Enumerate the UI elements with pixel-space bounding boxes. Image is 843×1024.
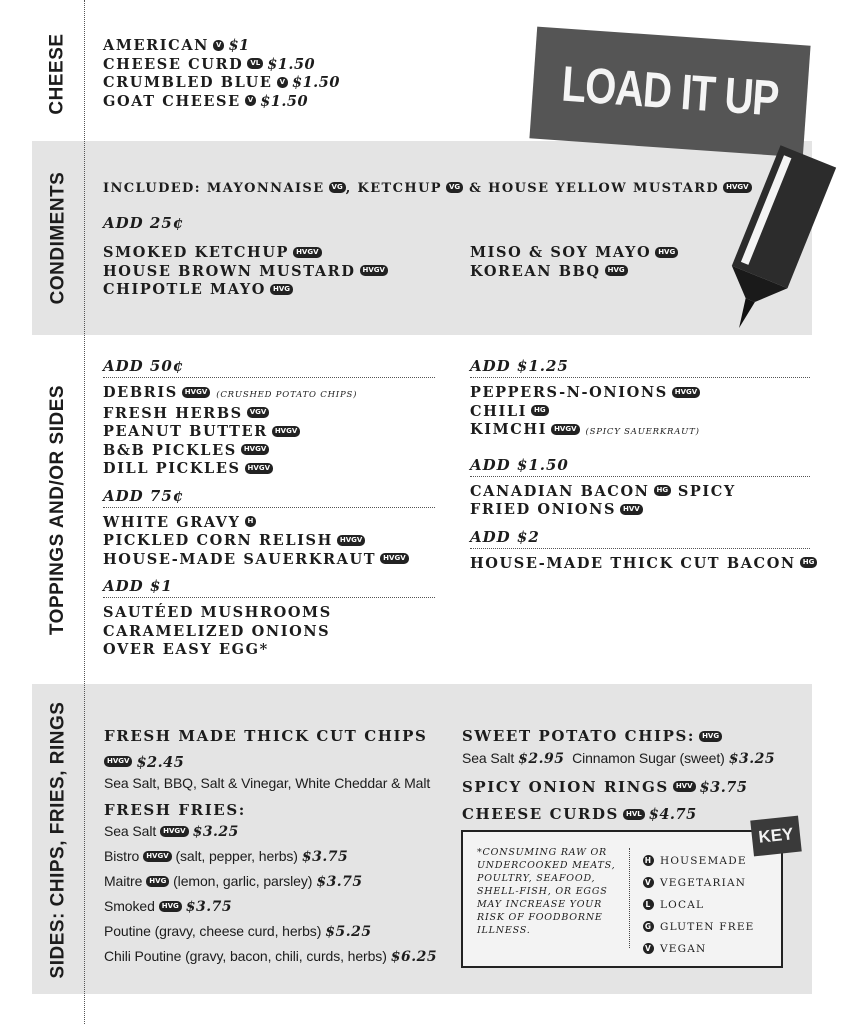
- pencil-icon: [700, 138, 840, 338]
- list-item: PEPPERS-N-ONIONS HVGV: [470, 384, 810, 403]
- list-item: FRIED ONIONS HVV: [470, 501, 810, 520]
- list-item: HOUSE-MADE THICK CUT BACON HG: [470, 555, 810, 574]
- list-item: CANADIAN BACON HG SPICY: [470, 482, 736, 500]
- food-safety-note: *CONSUMING RAW OR UNDERCOOKED MEATS, POULTRY, SEAFOOD, SHELL-FISH, OR EGGS MAY INCREASE YOUR RISK OF FOODBORNE ILLNESS.: [477, 847, 616, 936]
- key-item-housemade: H HOUSEMADE: [644, 855, 747, 867]
- list-item: Chili Poutine (gravy, bacon, chili, curds, herbs) $6.25: [104, 948, 438, 965]
- gluten-free-icon: G: [644, 921, 653, 931]
- list-item: Smoked HVG $3.75: [104, 898, 233, 915]
- key-tag: KEY: [750, 816, 802, 857]
- add-75-header: ADD 75¢: [103, 487, 435, 508]
- list-item: Sea Salt HVGV $3.25: [104, 823, 239, 840]
- condiments-add-header: ADD 25¢: [103, 214, 185, 232]
- condiments-right-list: [470, 244, 678, 281]
- vegetarian-icon: V: [644, 877, 652, 887]
- list-item: CHIPOTLE MAYO HVG: [103, 281, 388, 300]
- sweet-potato-title: SWEET POTATO CHIPS: HVG: [462, 727, 775, 746]
- condiments-included: INCLUDED: MAYONNAISE VG , KETCHUP VG & HOUSE YELLOW MUSTARD HVGV: [103, 180, 752, 199]
- key-item-vegetarian: V VEGETARIAN: [644, 877, 747, 889]
- list-item: PEANUT BUTTER HVGV: [103, 423, 435, 442]
- list-item: PICKLED CORN RELISH HVGV: [103, 532, 435, 551]
- section-divider: [84, 0, 85, 1024]
- list-item: KIMCHI HVGV (SPICY SAUERKRAUT): [470, 421, 700, 438]
- list-item: FRESH HERBS VGV: [103, 405, 435, 424]
- sweet-potato-options: Sea Salt $2.95 Cinnamon Sugar (sweet) $3.25: [462, 749, 776, 767]
- key-item-gluten-free: G GLUTEN FREE: [644, 921, 755, 933]
- fries-title: FRESH FRIES:: [104, 800, 246, 819]
- list-item: CHILI HG: [470, 403, 810, 422]
- local-icon: L: [643, 899, 654, 910]
- add-125-header: ADD $1.25: [470, 357, 810, 378]
- vegan-icon: V: [644, 943, 652, 953]
- key-item-local: L LOCAL: [643, 894, 755, 916]
- chips-title: FRESH MADE THICK CUT CHIPS: [104, 727, 428, 745]
- toppings-section-label: TOPPINGS AND/OR SIDES: [47, 384, 68, 636]
- list-item: HOUSE BROWN MUSTARD HVGV: [103, 263, 388, 282]
- onion-rings-item: SPICY ONION RINGS HVV $3.75: [462, 777, 748, 796]
- add-2-header: ADD $2: [470, 528, 810, 549]
- load-it-up-banner: LOAD IT UP: [529, 27, 810, 158]
- cheese-section-label: CHEESE: [47, 33, 69, 115]
- sides-left: [104, 727, 437, 969]
- key-list: [643, 850, 755, 960]
- list-item: Bistro HVGV (salt, pepper, herbs) $3.75: [104, 848, 349, 865]
- list-item: B&B PICKLES HVGV: [103, 442, 435, 461]
- list-item: OVER EASY EGG*: [103, 641, 269, 658]
- list-item: Maitre HVG (lemon, garlic, parsley) $3.75: [104, 873, 363, 890]
- list-item: CARAMELIZED ONIONS: [103, 622, 331, 640]
- key-divider: [629, 848, 630, 948]
- list-item: Poutine (gravy, cheese curd, herbs) $5.25: [104, 923, 372, 940]
- sides-section-label: SIDES: CHIPS, FRIES, RINGS: [47, 701, 68, 979]
- list-item: CRUMBLED BLUE V $1.50: [103, 74, 340, 91]
- sides-right: [462, 727, 775, 825]
- list-item: HOUSE-MADE SAUERKRAUT HVGV: [103, 551, 435, 570]
- list-item: SMOKED KETCHUP HVGV: [103, 244, 388, 263]
- list-item: SAUTÉED MUSHROOMS: [103, 604, 332, 621]
- add-150-header: ADD $1.50: [470, 456, 810, 477]
- chips-price-row: HVGV $2.45: [104, 752, 437, 771]
- housemade-icon: H: [644, 855, 653, 865]
- list-item: GOAT CHEESE V $1.50: [103, 92, 309, 110]
- list-item: MISO & SOY MAYO HVG: [470, 244, 678, 263]
- chips-flavors: Sea Salt, BBQ, Salt & Vinegar, White Cheddar & Malt: [104, 774, 431, 791]
- condiments-left-list: [103, 244, 388, 300]
- list-item: WHITE GRAVY H: [103, 514, 435, 533]
- key-legend-box: [461, 830, 783, 968]
- list-item: DEBRIS HVGV (CRUSHED POTATO CHIPS): [103, 384, 358, 401]
- list-item: CHEESE CURD VL $1.50: [103, 55, 316, 73]
- list-item: AMERICAN V $1: [103, 37, 250, 54]
- add-1-header: ADD $1: [103, 577, 435, 598]
- add-50-header: ADD 50¢: [103, 357, 435, 378]
- list-item: DILL PICKLES HVGV: [103, 460, 435, 479]
- toppings-right: [470, 357, 815, 573]
- list-item: KOREAN BBQ HVG: [470, 263, 678, 282]
- condiments-section-label: CONDIMENTS: [47, 171, 69, 304]
- toppings-left: [103, 357, 435, 660]
- key-item-vegan: V VEGAN: [644, 943, 707, 955]
- cheese-curds-item: CHEESE CURDS HVL $4.75: [462, 805, 697, 823]
- cheese-list: [103, 37, 340, 111]
